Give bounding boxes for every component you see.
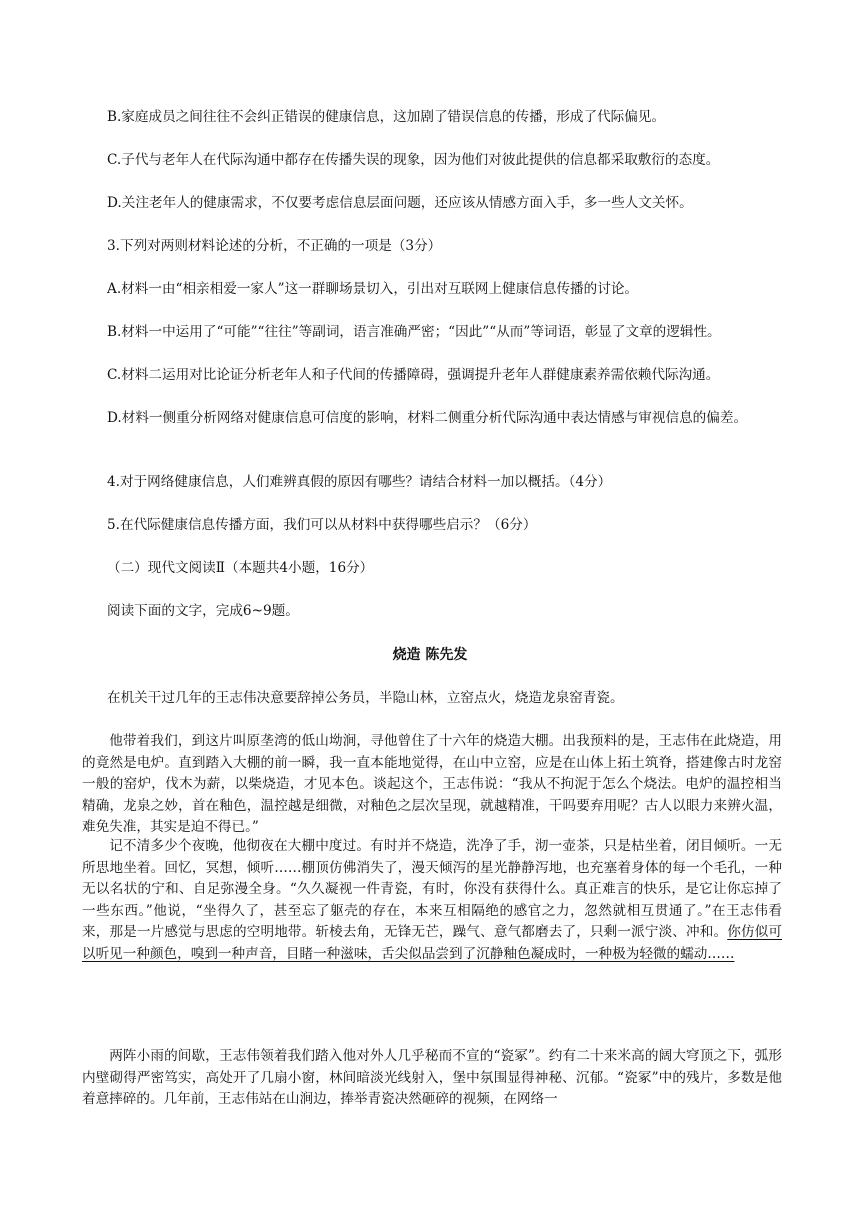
question-5: 5.在代际健康信息传播方面，我们可以从材料中获得哪些启示？（6分） xyxy=(107,517,537,533)
article-paragraph-1: 在机关干过几年的王志伟决意要辞掉公务员，半隐山林，立窑点火，烧造龙泉窑青瓷。 xyxy=(107,690,624,706)
q2-option-c: C.子代与老年人在代际沟通中都存在传播失误的现象，因为他们对彼此提供的信息都采取敷衍的态度。 xyxy=(107,152,720,168)
q2-option-d: D.关注老年人的健康需求，不仅要考虑信息层面问题，还应该从情感方面入手，多一些人文关怀。 xyxy=(107,195,693,211)
q3-option-c: C.材料二运用对比论证分析老年人和子代间的传播障碍，强调提升老年人群健康素养需依赖代际沟通。 xyxy=(107,367,720,383)
q3-stem: 3.下列对两则材料论述的分析，不正确的一项是（3分） xyxy=(107,238,442,254)
article-title: 烧造 陈先发 xyxy=(392,647,468,663)
question-4: 4.对于网络健康信息，人们难辨真假的原因有哪些？请结合材料一加以概括。（4分） xyxy=(107,474,612,490)
underlined-passage: 你仿似可以听见一种颜色，嗅到一种声音，目睹一种滋味，舌尖似品尝到了沉静釉色凝成时，一种极为轻微的蠕动…… xyxy=(82,924,782,962)
article-paragraph-2: 他带着我们，到这片叫原垄湾的低山坳涧，寻他曾住了十六年的烧造大棚。出我预料的是，王志伟在此烧造，用的竟然是电炉。直到踏入大棚的前一瞬，我一直本能地觉得，在山中立窑，应是在山体上拓土筑脊，搭建像古时龙窑一般的窑炉，伐木为薪，以柴烧造，才见本色。谈起这个，王志伟说：“我从不拘泥于怎么个烧法。电炉的温控相当精确，龙泉之妙，首在釉色，温控越是细微，对釉色之层次呈现，就越精准，干吗要弃用呢？古人以眼力来辨火温，难免失准，其实是迫不得已。” xyxy=(82,733,782,835)
paragraph-3-text: 记不清多少个夜晚，他彻夜在大棚中度过。有时并不烧造，洗净了手，沏一壶茶，只是枯坐着，闭目倾听。一无所思地坐着。回忆，冥想，倾听……棚顶仿佛消失了，漫天倾泻的星光静静泻地，也充塞着身体的每一个毛孔，一种无以名状的宁和、自足弥漫全身。“久久凝视一件青瓷，有时，你没有获得什么。真正难言的快乐，是它让你忘掉了一些东西。”他说，“坐得久了，甚至忘了躯壳的存在，本来互相隔绝的感官之力，忽然就相互贯通了。”在王志伟看来，那是一片感觉与思虑的空明地带。斩棱去角，无锋无芒，躁气、意气都磨去了，只剩一派宁淡、冲和。 xyxy=(82,838,782,940)
article-paragraph-4: 两阵小雨的间歇，王志伟领着我们踏入他对外人几乎秘而不宣的“瓷冢”。约有二十来米高的阔大穹顶之下，弧形内壁砌得严密笃实，高处开了几扇小窗，林间暗淡光线射入，堡中氛围显得神秘、沉郁。“瓷冢”中的残片，多数是他着意摔碎的。几年前，王志伟站在山涧边，捧举青瓷决然砸碎的视频，在网络一 xyxy=(82,1048,782,1107)
q3-option-d: D.材料一侧重分析网络对健康信息可信度的影响，材料二侧重分析代际沟通中表达情感与审视信息的偏差。 xyxy=(107,410,748,426)
reading-instruction: 阅读下面的文字，完成6~9题。 xyxy=(107,603,299,619)
q2-option-b: B.家庭成员之间往往不会纠正错误的健康信息，这加剧了错误信息的传播，形成了代际偏见。 xyxy=(107,109,666,125)
q3-option-b: B.材料一中运用了“可能”“往往”等副词，语言准确严密；“因此”“从而”等词语，彰显了文章的逻辑性。 xyxy=(107,324,721,340)
q3-option-a: A.材料一由“相亲相爱一家人”这一群聊场景切入，引出对互联网上健康信息传播的讨论。 xyxy=(107,281,639,297)
section-heading: （二）现代文阅读Ⅱ（本题共4小题，16分） xyxy=(107,560,374,576)
article-paragraph-3 xyxy=(82,836,782,965)
